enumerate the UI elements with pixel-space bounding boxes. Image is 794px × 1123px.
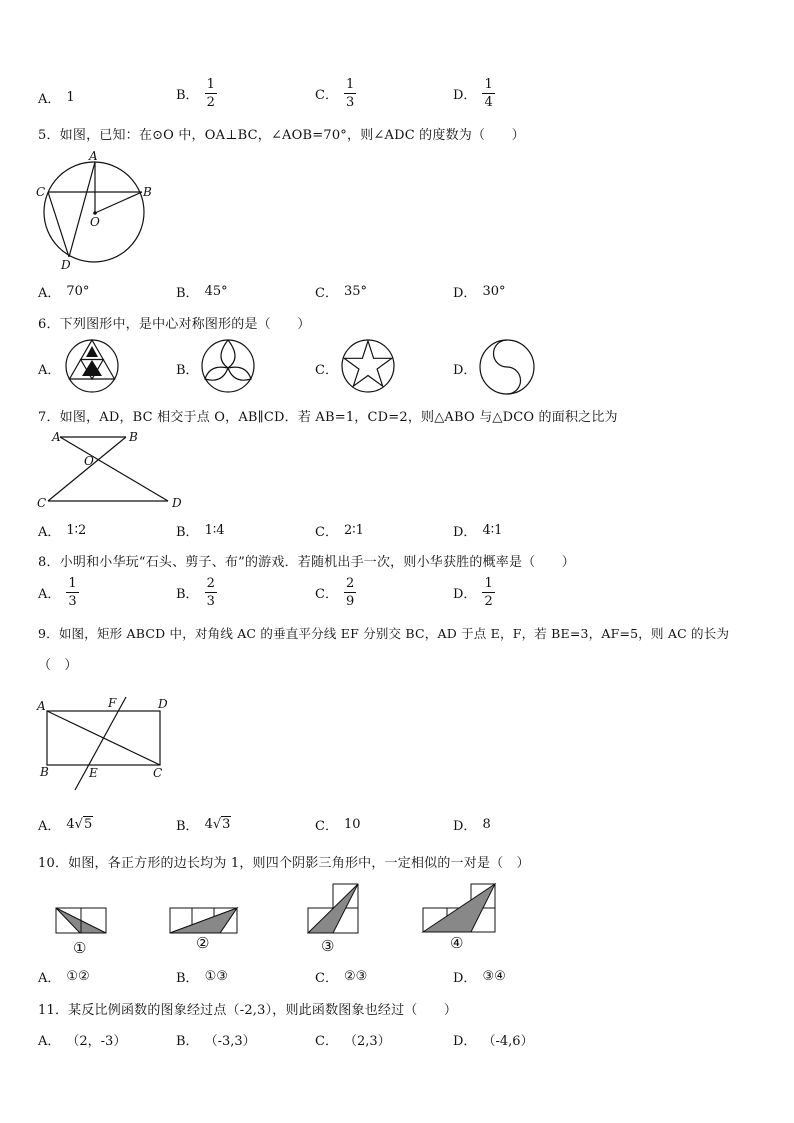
q5-question: 5．如图，已知：在⊙O 中，OA⊥BC，∠AOB=70°，则∠ADC 的度数为（ ）: [38, 128, 525, 143]
q7-option-a[interactable]: A． 1∶2: [38, 523, 87, 540]
q6-figure-c: [340, 338, 396, 394]
q5-option-d[interactable]: D． 30°: [453, 284, 506, 301]
svg-text:C: C: [36, 185, 46, 199]
q10-option-b[interactable]: B． ①③: [176, 969, 228, 986]
svg-text:C: C: [153, 766, 163, 780]
q6-option-a[interactable]: A．: [38, 363, 61, 378]
q6-option-c[interactable]: C．: [315, 363, 338, 378]
q4-option-a[interactable]: A． 1: [38, 90, 75, 107]
svg-text:F: F: [108, 696, 117, 710]
fraction: $\frac{2}{3}$: [206, 576, 215, 609]
q10-figure-3: [308, 884, 358, 955]
q10-grid-figures: [40, 878, 510, 958]
svg-text:D: D: [172, 496, 182, 510]
svg-text:A: A: [37, 699, 46, 713]
q8-question: 8．小明和小华玩“石头、剪子、布”的游戏．若随机出手一次，则小华获胜的概率是（ ）: [38, 555, 575, 570]
q4-option-d[interactable]: D． $\frac{1}{4}$: [453, 77, 493, 110]
q8-option-b[interactable]: B． $\frac{2}{3}$: [176, 576, 215, 609]
q7-option-d[interactable]: D． 4∶1: [453, 523, 503, 540]
q11-option-d[interactable]: D． （-4,6）: [453, 1034, 534, 1049]
svg-text:B: B: [40, 765, 49, 779]
q5-option-a[interactable]: A． 70°: [38, 284, 90, 301]
svg-text:D: D: [61, 258, 71, 272]
q9-option-a[interactable]: A． 4√5: [38, 817, 93, 834]
q9-option-c[interactable]: C． 10: [315, 817, 361, 834]
q11-option-b[interactable]: B． （-3,3）: [176, 1034, 256, 1049]
q10-question: 10．如图，各正方形的边长均为 1，则四个阴影三角形中，一定相似的一对是（ ）: [38, 856, 530, 871]
fraction: $\frac{1}{2}$: [484, 576, 493, 609]
q5-option-b[interactable]: B． 45°: [176, 284, 228, 301]
q6-option-d[interactable]: D．: [453, 363, 477, 378]
svg-text:③: ③: [321, 937, 335, 955]
svg-text:O: O: [84, 454, 94, 468]
svg-text:④: ④: [450, 934, 464, 952]
q11-question: 11．某反比例函数的图象经过点（-2,3），则此函数图象也经过（ ）: [38, 1003, 458, 1018]
q10-figure-1: [56, 908, 106, 957]
q6-figure-b: [200, 338, 256, 394]
fraction: $\frac{1}{4}$: [484, 77, 493, 110]
svg-text:D: D: [158, 697, 168, 711]
q6-figure-d: [478, 338, 536, 396]
sqrt-expression: 4√3: [204, 817, 231, 832]
svg-text:①: ①: [73, 939, 87, 957]
q10-figure-2: [170, 908, 237, 952]
q9-option-d[interactable]: D． 8: [453, 817, 491, 834]
q7-option-b[interactable]: B． 1∶4: [176, 523, 225, 540]
q4-option-c[interactable]: C． $\frac{1}{3}$: [315, 77, 355, 110]
fraction: $\frac{2}{9}$: [345, 576, 355, 609]
q5-option-c[interactable]: C． 35°: [315, 284, 367, 301]
sqrt-expression: 4√5: [66, 817, 93, 832]
q5-circle-figure: [34, 148, 154, 272]
q7-triangles-figure: [34, 428, 190, 512]
q4-option-b[interactable]: B． $\frac{1}{2}$: [176, 77, 215, 110]
q10-option-a[interactable]: A． ①②: [38, 969, 90, 986]
fraction: $\frac{1}{3}$: [68, 576, 77, 609]
q7-option-c[interactable]: C． 2∶1: [315, 523, 364, 540]
q9-option-b[interactable]: B． 4√3: [176, 817, 231, 834]
fraction: $\frac{1}{2}$: [206, 77, 215, 110]
svg-text:B: B: [129, 430, 138, 444]
q10-option-d[interactable]: D． ③④: [453, 969, 506, 986]
q8-option-a[interactable]: A． $\frac{1}{3}$: [38, 576, 77, 609]
q10-figure-4: [423, 884, 495, 952]
q9-rectangle-figure: [34, 694, 174, 794]
svg-text:B: B: [143, 185, 152, 199]
svg-text:②: ②: [196, 934, 210, 952]
svg-text:A: A: [89, 149, 98, 163]
q6-figure-a: [64, 338, 120, 394]
fraction: $\frac{1}{3}$: [345, 77, 355, 110]
q9-paren: （ ）: [38, 658, 78, 673]
q11-option-c[interactable]: C． （2,3）: [315, 1034, 391, 1049]
q6-question: 6．下列图形中，是中心对称图形的是（ ）: [38, 317, 311, 332]
q8-option-d[interactable]: D． $\frac{1}{2}$: [453, 576, 493, 609]
q9-question: 9．如图，矩形 ABCD 中，对角线 AC 的垂直平分线 EF 分别交 BC，AD 于点 E，F，若 BE=3，AF=5，则 AC 的长为: [38, 626, 730, 641]
svg-text:A: A: [52, 430, 61, 444]
q8-option-c[interactable]: C． $\frac{2}{9}$: [315, 576, 355, 609]
svg-text:C: C: [37, 496, 47, 510]
svg-text:E: E: [89, 766, 98, 780]
q7-question: 7．如图，AD，BC 相交于点 O，AB∥CD．若 AB=1，CD=2，则△ABO 与△DCO 的面积之比为: [38, 410, 618, 425]
q6-option-b[interactable]: B．: [176, 363, 199, 378]
svg-text:O: O: [90, 215, 100, 229]
q11-option-a[interactable]: A． （2，-3）: [38, 1034, 127, 1049]
q10-option-c[interactable]: C． ②③: [315, 969, 368, 986]
